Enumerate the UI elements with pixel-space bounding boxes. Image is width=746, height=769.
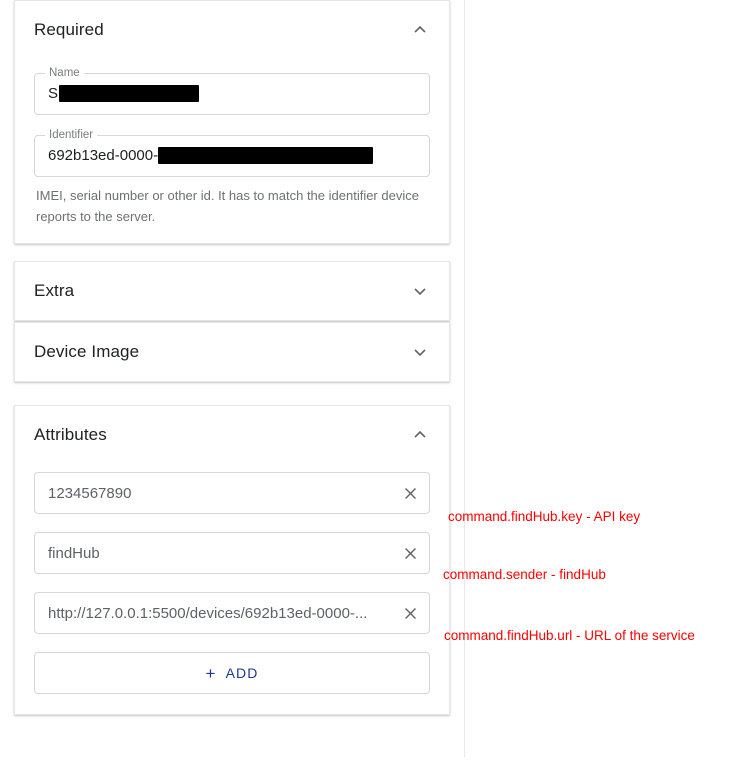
attribute-value: findHub bbox=[48, 544, 100, 562]
device-form-column bbox=[14, 0, 450, 715]
name-label: Name bbox=[45, 67, 84, 80]
add-attribute-label: ADD bbox=[225, 665, 259, 681]
name-value: S bbox=[48, 85, 199, 103]
panel-required bbox=[14, 0, 450, 244]
attribute-row[interactable] bbox=[34, 592, 430, 634]
panel-required-header[interactable] bbox=[15, 1, 449, 59]
panel-device-image-title: Device Image bbox=[34, 342, 140, 361]
close-icon[interactable] bbox=[399, 602, 421, 624]
close-icon[interactable] bbox=[399, 542, 421, 564]
identifier-value: 692b13ed-0000- bbox=[48, 147, 373, 165]
panel-attributes bbox=[14, 405, 450, 715]
identifier-redaction bbox=[158, 147, 373, 164]
panel-required-body bbox=[15, 67, 449, 243]
field-name bbox=[34, 67, 430, 115]
attribute-value: 1234567890 bbox=[48, 484, 132, 502]
plus-icon: + bbox=[205, 663, 217, 683]
identifier-label: Identifier bbox=[45, 129, 97, 142]
panel-required-title: Required bbox=[34, 20, 104, 39]
annotation-sender: command.sender - findHub bbox=[443, 567, 606, 582]
close-icon[interactable] bbox=[399, 482, 421, 504]
identifier-hint: IMEI, serial number or other id. It has to match the identifier device reports to the server. bbox=[36, 188, 419, 224]
panel-extra-title: Extra bbox=[34, 281, 75, 300]
annotation-findhub-key: command.findHub.key - API key bbox=[448, 509, 641, 524]
name-input[interactable] bbox=[34, 67, 430, 115]
panel-attributes-body bbox=[15, 464, 449, 714]
attribute-row[interactable] bbox=[34, 472, 430, 514]
annotation-findhub-url: command.findHub.url - URL of the service bbox=[444, 628, 695, 643]
panel-attributes-title: Attributes bbox=[34, 425, 107, 444]
attribute-row[interactable] bbox=[34, 532, 430, 574]
name-redaction bbox=[59, 85, 199, 102]
panel-attributes-header[interactable] bbox=[15, 406, 449, 464]
panel-device-image bbox=[14, 322, 450, 382]
column-divider bbox=[464, 0, 465, 757]
attribute-value: http://127.0.0.1:5500/devices/692b13ed-0000-... bbox=[48, 604, 368, 622]
field-identifier bbox=[34, 129, 430, 177]
chevron-down-icon[interactable] bbox=[410, 281, 430, 301]
chevron-down-icon[interactable] bbox=[410, 342, 430, 362]
chevron-up-icon[interactable] bbox=[410, 425, 430, 445]
chevron-up-icon[interactable] bbox=[410, 20, 430, 40]
add-attribute-button[interactable] bbox=[34, 652, 430, 694]
panel-extra-header[interactable] bbox=[15, 262, 449, 320]
identifier-input[interactable] bbox=[34, 129, 430, 177]
panel-device-image-header[interactable] bbox=[15, 323, 449, 381]
panel-extra bbox=[14, 261, 450, 321]
